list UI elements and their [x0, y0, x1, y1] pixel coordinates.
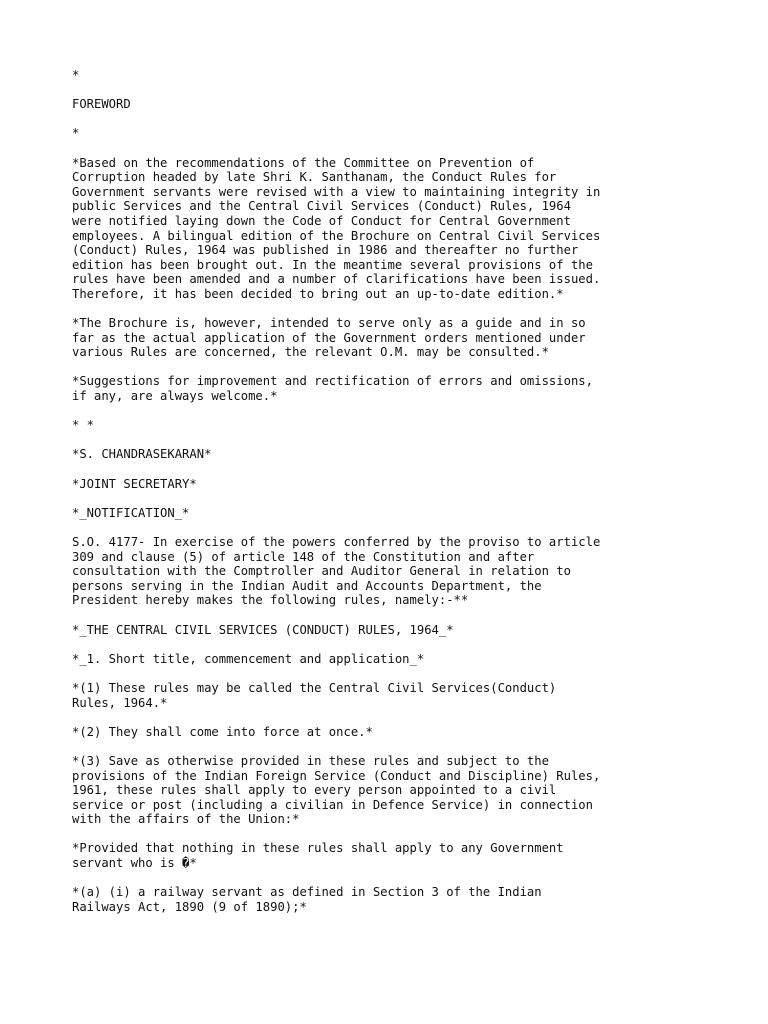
rule-clause: *(2) They shall come into force at once.* [72, 724, 373, 739]
foreword-heading: FOREWORD [72, 97, 131, 112]
foreword-paragraph: *Suggestions for improvement and rectification of errors and omissions, if any, are always welcome.* [72, 374, 593, 404]
rule-clause: *(3) Save as otherwise provided in these rules and subject to the provisions of the Indian Foreign Service (Conduct and Discipline) Rules, 1961, these rules shall apply to every person appointed to a civil service or post (including a civilian in Defence Service) in connection with the affairs of the Union:* [72, 753, 601, 827]
notification-paragraph: S.O. 4177- In exercise of the powers conferred by the proviso to article 309 and clause (5) of article 148 of the Constitution and after consultation with the Comptroller and Auditor General in relation to persons serving in the Indian Audit and Accounts Department, the President hereby makes the following rules, namely:-** [72, 535, 601, 608]
rule-clause: *(a) (i) a railway servant as defined in Section 3 of the Indian Railways Act, 1890 (9 of 1890);* [72, 885, 542, 914]
foreword-paragraph: *The Brochure is, however, intended to serve only as a guide and in so far as the actual application of the Government orders mentioned under various Rules are concerned, the relevant O.M. may be consulted.* [72, 316, 586, 360]
rule-clause: *(1) These rules may be called the Central Civil Services(Conduct) Rules, 1964.* [72, 680, 557, 710]
signatory-title: *JOINT SECRETARY* [72, 476, 197, 491]
separator-asterisks: * * [72, 418, 95, 433]
foreword-paragraph: *Based on the recommendations of the Committee on Prevention of Corruption headed by late Shri K. Santhanam, the Conduct Rules for Government servants were revised with a view to maintaining integrity in public Services and the Central Civil Services (Conduct) Rules, 1964 were notified laying down the Code of Conduct for Central Government employees. A bilingual edition of the Brochure on Central Civil Services (Conduct) Rules, 1964 was published in 1986 and thereafter no further edition has been brought out. In the meantime several provisions of the rules have been amended and a number of clarifications have been issued. Therefore, it has been decided to bring out an up-to-date edition.* [72, 155, 601, 301]
separator-asterisk: * [72, 126, 80, 141]
rules-title: *_THE CENTRAL CIVIL SERVICES (CONDUCT) RULES, 1964_* [72, 622, 454, 637]
signatory-name: *S. CHANDRASEKARAN* [72, 447, 212, 462]
document-page [72, 68, 732, 929]
notification-heading: *_NOTIFICATION_* [72, 505, 190, 520]
section-heading: *_1. Short title, commencement and application_* [72, 651, 425, 666]
proviso-paragraph: *Provided that nothing in these rules shall apply to any Government servant who is �* [72, 841, 564, 871]
separator-asterisk: * [72, 68, 80, 82]
